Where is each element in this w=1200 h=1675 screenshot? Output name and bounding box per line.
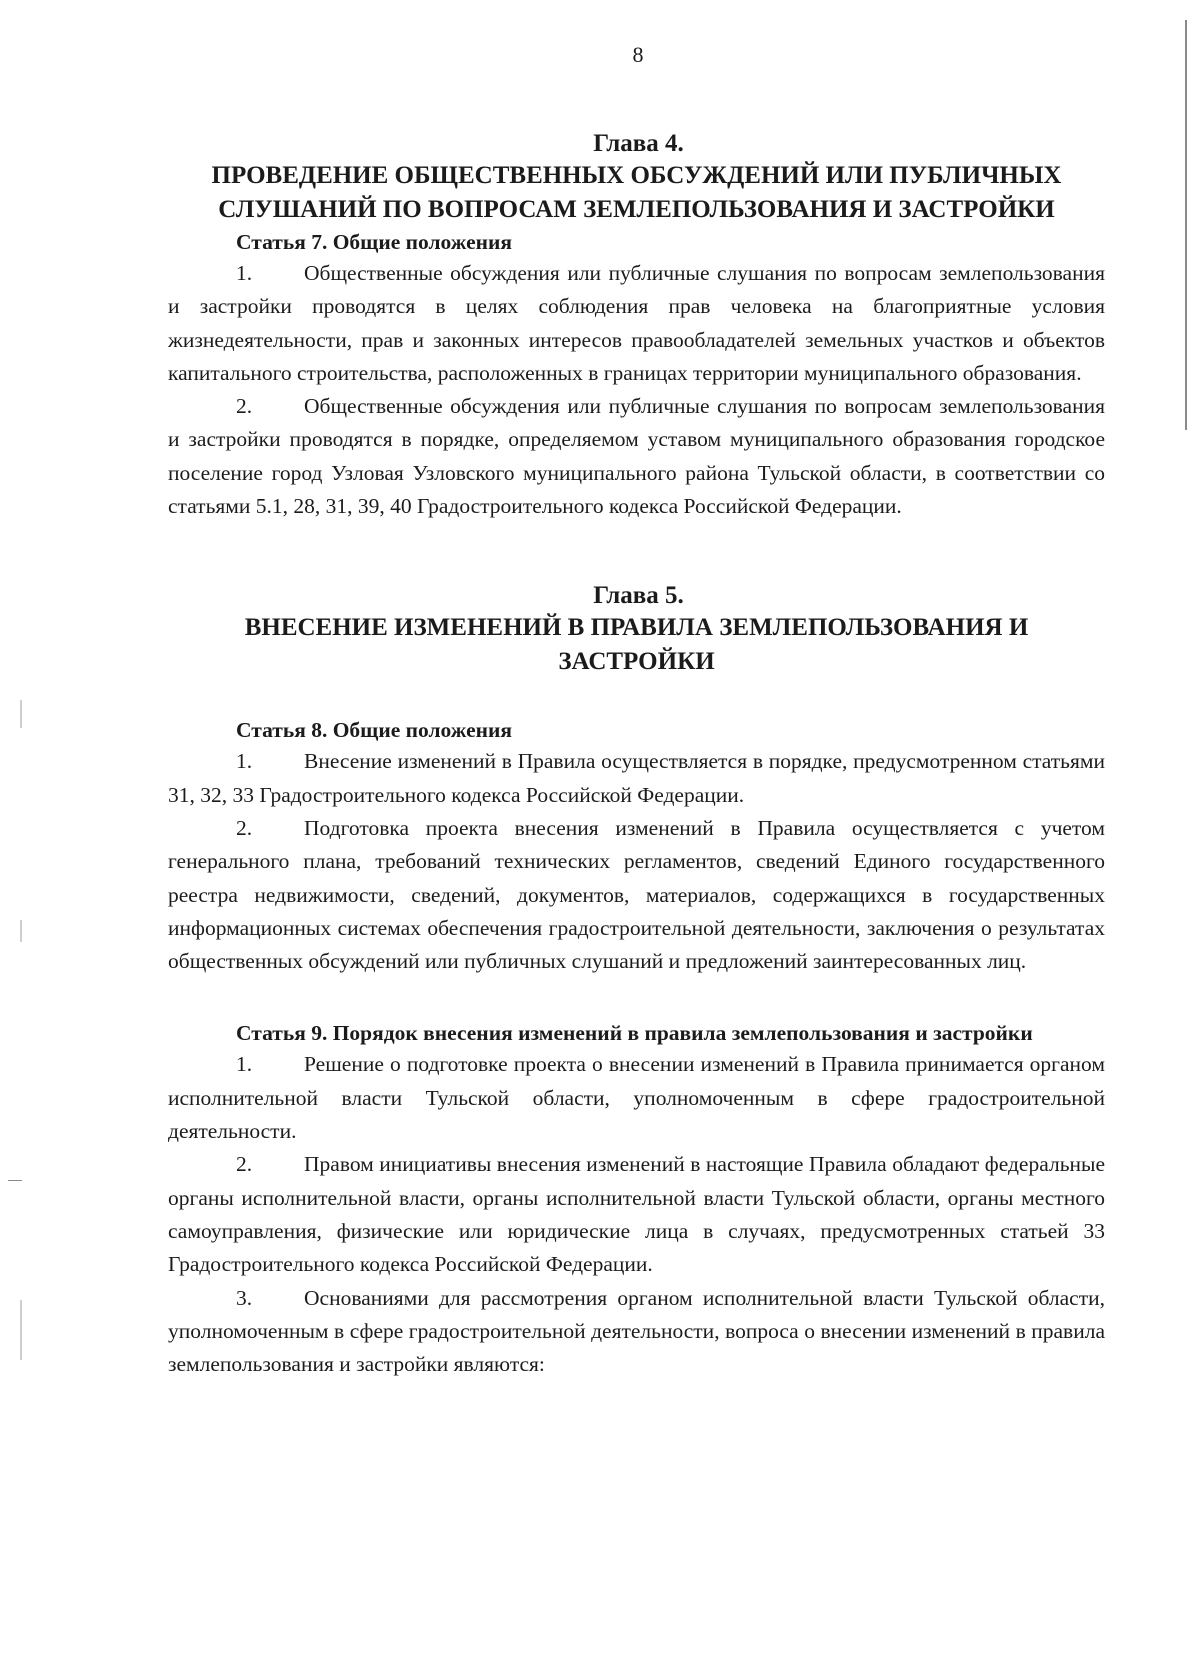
article-7-heading: Статья 7. Общие положения: [236, 230, 513, 254]
spacer: [168, 679, 1105, 715]
item-text: Правом инициативы внесения изменений в настоящие Правила обладают федеральные органы исполнительной власти, органы исполнительной власти Тульской области, органы местного самоуправления, физические или юридические лица в случаях, предусмотренных статьей 33 Градостроительного кодекса Российской Федерации.: [168, 1152, 1105, 1277]
item-number: 1.: [236, 749, 253, 774]
article-7-item-1: [168, 257, 1105, 390]
chapter-5-title-line-2: ЗАСТРОЙКИ: [558, 648, 715, 676]
article-9-item-1: [168, 1048, 1105, 1148]
chapter-4-title-line-1: ПРОВЕДЕНИЕ ОБЩЕСТВЕННЫХ ОБСУЖДЕНИЙ ИЛИ ПУБЛИЧНЫХ: [211, 162, 1062, 189]
article-9-heading: Статья 9. Порядок внесения изменений в правила землепользования и застройки: [236, 1021, 1033, 1046]
article-8-item-1: [168, 745, 1105, 812]
item-number: 2.: [236, 1152, 253, 1177]
item-number: 2.: [236, 394, 253, 419]
chapter-4-title-line-2: СЛУШАНИЙ ПО ВОПРОСАМ ЗЕМЛЕПОЛЬЗОВАНИЯ И ЗАСТРОЙКИ: [218, 196, 1055, 223]
article-9-item-3: [168, 1282, 1105, 1382]
scan-margin-mark: [20, 920, 22, 942]
item-text: Общественные обсуждения или публичные слушания по вопросам землепользования и застройки проводятся в порядке, определяемом уставом муниципального образования городское поселение город Узловая Узловского муниципального района Тульской области, в соответствии со статьями 5.1, 28, 31, 39, 40 Градостроительного кодекса Российской Федерации.: [168, 394, 1105, 519]
chapter-4-label: Глава 4.: [593, 130, 684, 157]
article-7-item-2: [168, 390, 1105, 523]
item-text: Решение о подготовке проекта о внесении изменений в Правила принимается органом исполнительной власти Тульской области, уполномоченным в сфере градостроительной деятельности.: [168, 1052, 1105, 1144]
chapter-5-title-line-1: ВНЕСЕНИЕ ИЗМЕНЕНИЙ В ПРАВИЛА ЗЕМЛЕПОЛЬЗОВАНИЯ И: [244, 614, 1029, 642]
item-text: Подготовка проекта внесения изменений в Правила осуществляется с учетом генерального плана, требований технических регламентов, сведений Единого государственного реестра недвижимости, сведений, документов, материалов, содержащихся в государственных информационных системах обеспечения градостроительной деятельности, заключения о результатах общественных обсуждений или публичных слушаний и предложений заинтересованных лиц.: [168, 815, 1105, 974]
item-number: 3.: [236, 1285, 253, 1310]
item-text: Общественные обсуждения или публичные слушания по вопросам землепользования и застройки проводятся в целях соблюдения прав человека на благоприятные условия жизнедеятельности, прав и законных интересов правообладателей земельных участков и объектов капитального строительства, расположенных в границах территории муниципального образования.: [168, 261, 1105, 385]
item-number: 1.: [236, 261, 253, 285]
scan-margin-mark: [20, 1300, 22, 1360]
item-text: Основаниями для рассмотрения органом исполнительной власти Тульской области, уполномоченным в сфере градостроительной деятельности, вопроса о внесении изменений в правила землепользования и застройки являются:: [168, 1285, 1105, 1377]
scan-edge-line: [1185, 20, 1187, 430]
item-number: 2.: [236, 815, 253, 840]
article-9-item-2: [168, 1148, 1105, 1281]
article-8-item-2: [168, 812, 1105, 978]
chapter-5-label: Глава 5.: [593, 582, 684, 610]
article-8-heading: Статья 8. Общие положения: [236, 718, 513, 743]
item-text: Внесение изменений в Правила осуществляется в порядке, предусмотренном статьями 31, 32, 33 Градостроительного кодекса Российской Федерации.: [168, 749, 1105, 807]
page-number: 8: [632, 42, 644, 67]
page-content: [168, 128, 1105, 1381]
spacer: [168, 523, 1105, 580]
spacer: [168, 978, 1105, 1018]
scan-margin-mark: [20, 700, 22, 728]
scan-margin-mark: [8, 1180, 22, 1181]
item-number: 1.: [236, 1052, 253, 1077]
